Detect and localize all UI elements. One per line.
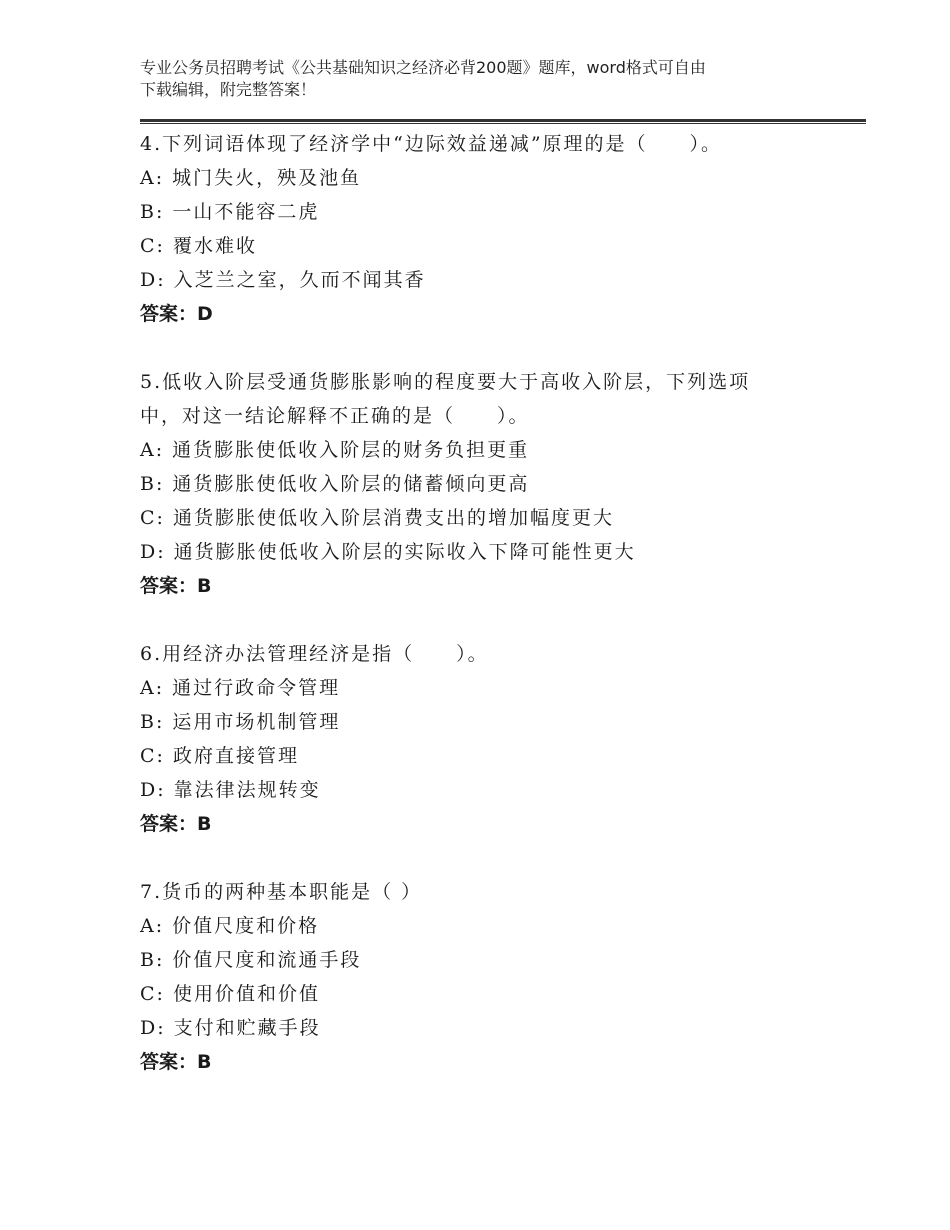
- option-c: C: 政府直接管理: [140, 745, 299, 767]
- option-b: B: 通货膨胀使低收入阶层的储蓄倾向更高: [140, 473, 530, 495]
- document-header: [140, 57, 810, 101]
- question-list: [140, 127, 866, 1079]
- option-a: A: 城门失火，殃及池鱼: [140, 167, 362, 189]
- option-d: D: 通货膨胀使低收入阶层的实际收入下降可能性更大: [140, 541, 636, 563]
- answer-label: 答案：B: [140, 575, 212, 597]
- option-b: B: 运用市场机制管理: [140, 711, 341, 733]
- question-7: [140, 875, 866, 1079]
- option-c: C: 覆水难收: [140, 235, 257, 257]
- option-c: C: 通货膨胀使低收入阶层消费支出的增加幅度更大: [140, 507, 614, 529]
- option-a: A: 通货膨胀使低收入阶层的财务负担更重: [140, 439, 530, 461]
- answer-label: 答案：D: [140, 303, 213, 325]
- option-d: D: 靠法律法规转变: [140, 779, 321, 801]
- option-d: D: 支付和贮藏手段: [140, 1017, 321, 1039]
- answer-label: 答案：B: [140, 1051, 212, 1073]
- question-4: [140, 127, 866, 331]
- question-spacer: [140, 603, 866, 637]
- option-b: B: 一山不能容二虎: [140, 201, 320, 223]
- question-spacer: [140, 841, 866, 875]
- question-spacer: [140, 331, 866, 365]
- question-stem: 5.低收入阶层受通货膨胀影响的程度要大于高收入阶层，下列选项: [140, 371, 751, 393]
- question-5: [140, 365, 866, 603]
- option-c: C: 使用价值和价值: [140, 983, 320, 1005]
- question-stem: 6.用经济办法管理经济是指（ ）。: [140, 643, 489, 665]
- header-line-2: 下载编辑，附完整答案！: [140, 80, 317, 99]
- option-d: D: 入芝兰之室，久而不闻其香: [140, 269, 426, 291]
- answer-label: 答案：B: [140, 813, 212, 835]
- question-6: [140, 637, 866, 841]
- question-stem-continued: 中，对这一结论解释不正确的是（ ）。: [140, 405, 530, 427]
- question-stem: 7.货币的两种基本职能是（ ）: [140, 881, 423, 903]
- option-a: A: 通过行政命令管理: [140, 677, 341, 699]
- header-line-1: 专业公务员招聘考试《公共基础知识之经济必背200题》题库，word格式可自由: [140, 58, 706, 77]
- option-a: A: 价值尺度和价格: [140, 915, 320, 937]
- option-b: B: 价值尺度和流通手段: [140, 949, 362, 971]
- question-stem: 4.下列词语体现了经济学中“边际效益递减”原理的是（ ）。: [140, 133, 723, 155]
- header-divider: [140, 119, 866, 124]
